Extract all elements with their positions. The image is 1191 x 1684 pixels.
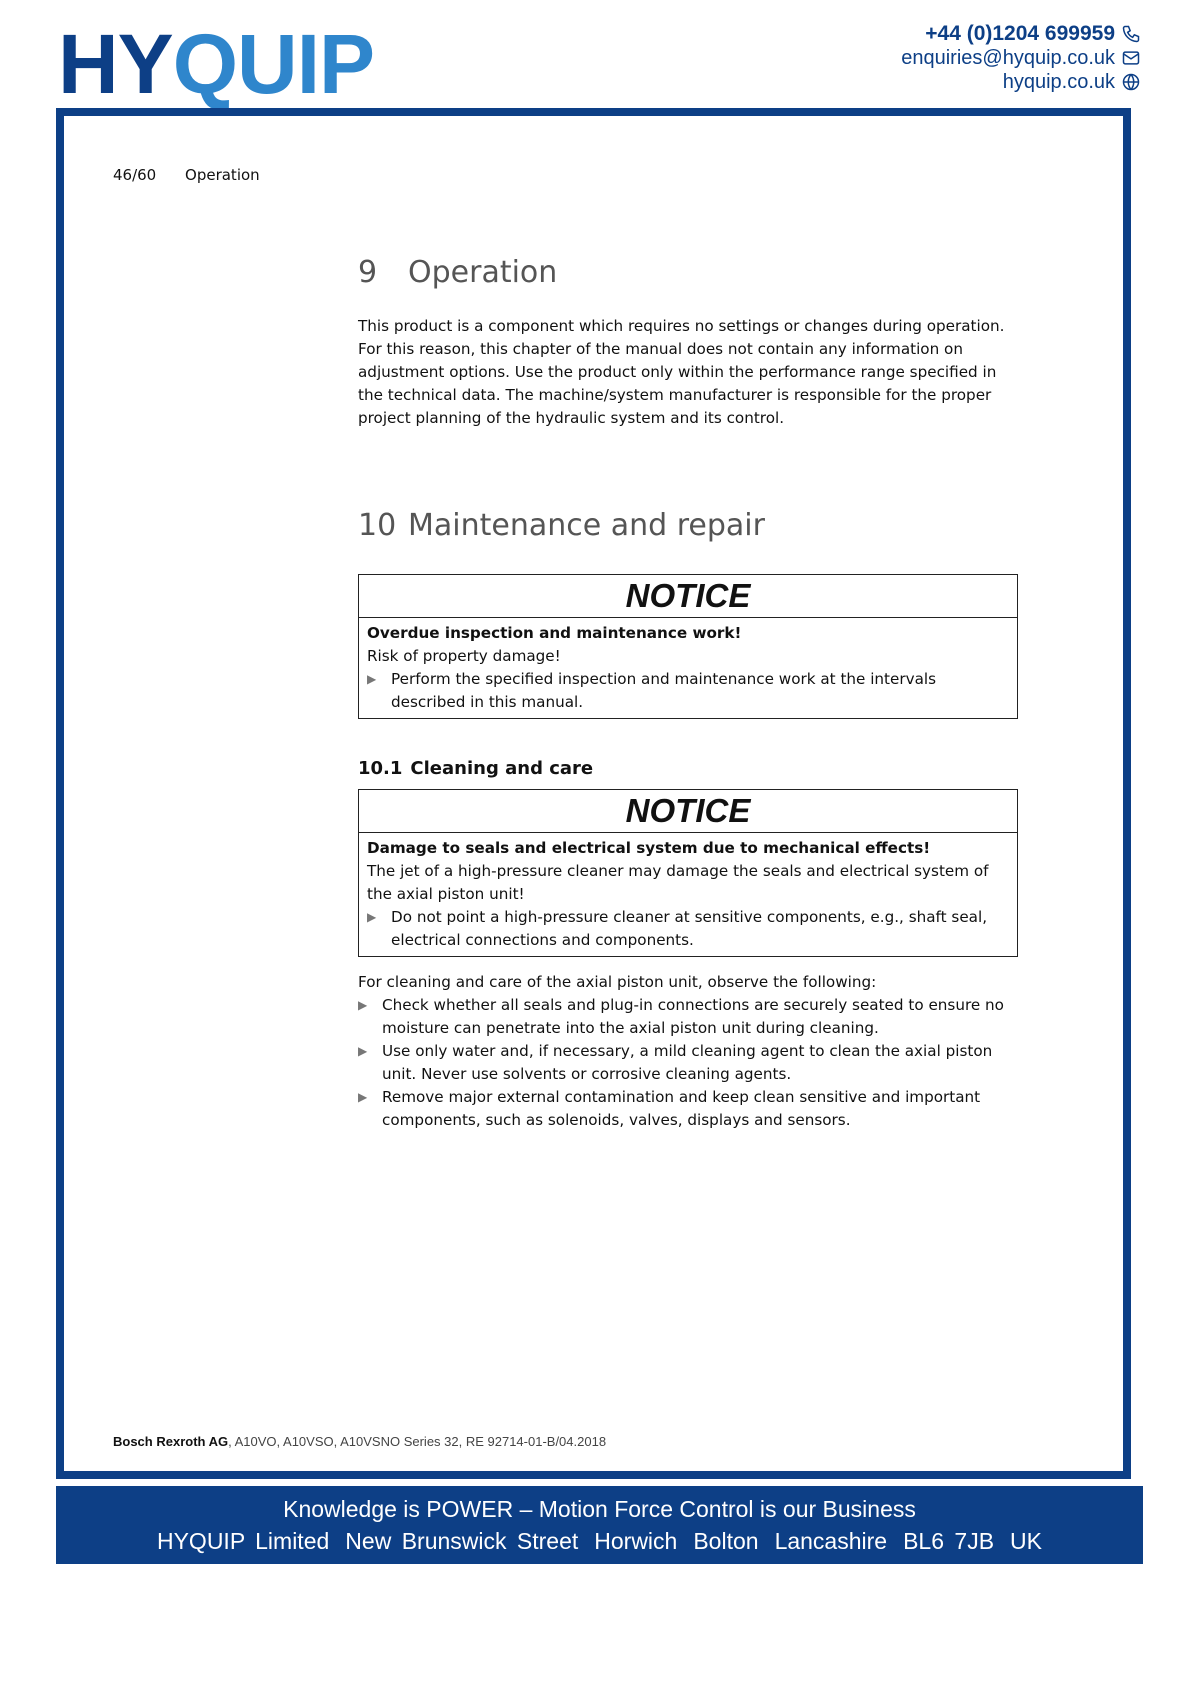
address-street: New Brunswick Street xyxy=(345,1528,579,1554)
triangle-bullet-icon: ▶ xyxy=(367,910,377,924)
triangle-bullet-icon: ▶ xyxy=(358,998,368,1012)
logo-part1: HY xyxy=(58,17,173,111)
section-9-number: 9 xyxy=(358,255,378,290)
mail-icon xyxy=(1121,48,1141,68)
notice-box-cleaning xyxy=(358,789,1018,957)
section-10-1-number: 10.1 xyxy=(358,758,403,779)
triangle-bullet-icon: ▶ xyxy=(358,1090,368,1104)
banner-address xyxy=(56,1524,1143,1558)
footer-banner xyxy=(56,1486,1143,1564)
page-header xyxy=(113,166,260,184)
notice-body xyxy=(359,833,1017,956)
notice-actions xyxy=(367,668,1009,714)
list-item xyxy=(358,994,1018,1040)
phone-icon xyxy=(1121,24,1141,44)
logo-part2: QUIP xyxy=(172,17,375,111)
banner-slogan: Knowledge is POWER – Motion Force Control is our Business xyxy=(283,1496,916,1522)
page-number: 46/60 xyxy=(113,166,157,184)
address-company: HYQUIP Limited xyxy=(156,1528,330,1554)
notice-action-item xyxy=(367,906,1009,952)
section-10-title: Maintenance and repair xyxy=(408,508,765,543)
document-details: , A10VO, A10VSO, A10VSNO Series 32, RE 92714-01-B/04.2018 xyxy=(228,1434,607,1449)
list-item-text: Remove major external contamination and keep clean sensitive and important components, such as solenoids, valves, displays and sensors. xyxy=(382,1088,981,1129)
notice-action-text: Do not point a high-pressure cleaner at sensitive components, e.g., shaft seal, electrical connections and components. xyxy=(391,908,988,949)
address-country: UK xyxy=(1010,1528,1042,1554)
email-address[interactable]: enquiries@hyquip.co.uk xyxy=(901,47,1115,69)
section-9-text: This product is a component which requires no settings or changes during operation. For this reason, this chapter of the manual does not contain any information on adjustment options. Use the product only within the performance range specified in the technical data. The machine/system manufacturer is responsible for the proper project planning of the hydraulic system and its control. xyxy=(358,317,1005,427)
email-row[interactable] xyxy=(901,46,1141,70)
section-10-number: 10 xyxy=(358,508,397,543)
list-item xyxy=(358,1040,1018,1086)
cleaning-intro: For cleaning and care of the axial piston unit, observe the following: xyxy=(358,973,877,991)
notice-heading: NOTICE xyxy=(359,575,1017,618)
running-section: Operation xyxy=(185,166,260,184)
company-name: Bosch Rexroth AG xyxy=(113,1434,229,1449)
cleaning-list xyxy=(358,994,1018,1132)
address-town: Horwich xyxy=(594,1528,678,1554)
phone-row[interactable] xyxy=(901,22,1141,46)
notice-title: Overdue inspection and maintenance work! xyxy=(367,624,742,642)
address-county: Lancashire xyxy=(774,1528,888,1554)
hyquip-logo xyxy=(58,17,375,111)
notice-action-text: Perform the specified inspection and maintenance work at the intervals described in this manual. xyxy=(391,670,937,711)
list-item-text: Check whether all seals and plug-in connections are securely seated to ensure no moisture can penetrate into the axial piston unit during cleaning. xyxy=(382,996,1004,1037)
notice-box-inspection xyxy=(358,574,1018,719)
address-postcode: BL6 7JB xyxy=(903,1528,995,1554)
website-link[interactable]: hyquip.co.uk xyxy=(1002,71,1115,93)
list-item-text: Use only water and, if necessary, a mild cleaning agent to clean the axial piston unit. Never use solvents or corrosive cleaning agents. xyxy=(382,1042,993,1083)
notice-heading: NOTICE xyxy=(359,790,1017,833)
notice-risk: Risk of property damage! xyxy=(367,647,561,665)
notice-title: Damage to seals and electrical system due to mechanical effects! xyxy=(367,839,931,857)
section-10-1-title: Cleaning and care xyxy=(410,758,594,779)
main-content xyxy=(358,255,1018,1132)
list-item xyxy=(358,1086,1018,1132)
section-10-heading xyxy=(358,508,1018,544)
triangle-bullet-icon: ▶ xyxy=(358,1044,368,1058)
notice-risk: The jet of a high-pressure cleaner may damage the seals and electrical system of the axial piston unit! xyxy=(367,862,989,903)
notice-body xyxy=(359,618,1017,718)
notice-action-item xyxy=(367,668,1009,714)
document-reference xyxy=(113,1434,606,1449)
triangle-bullet-icon: ▶ xyxy=(367,672,377,686)
phone-number[interactable]: +44 (0)1204 699959 xyxy=(925,22,1115,45)
section-9-title: Operation xyxy=(408,255,558,290)
notice-actions xyxy=(367,906,1009,952)
section-10-1-heading xyxy=(358,757,1018,781)
address-city: Bolton xyxy=(693,1528,759,1554)
section-9-heading xyxy=(358,255,1018,291)
contact-block xyxy=(901,22,1141,94)
website-row[interactable] xyxy=(901,70,1141,94)
globe-icon xyxy=(1121,72,1141,92)
